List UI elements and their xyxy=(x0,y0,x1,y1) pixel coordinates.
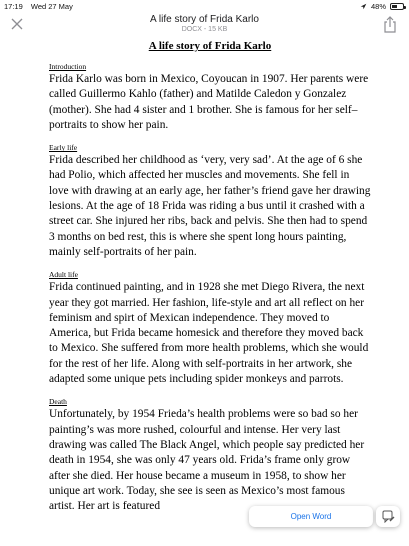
status-time: 17:19 xyxy=(4,2,23,11)
document-header xyxy=(0,12,409,38)
open-word-button[interactable]: Open Word xyxy=(249,506,373,527)
battery-fill xyxy=(392,5,397,8)
location-icon xyxy=(360,3,367,10)
status-bar xyxy=(0,0,409,12)
header-title: A life story of Frida Karlo xyxy=(150,14,259,25)
section-label-early-life: Early life xyxy=(49,143,78,153)
share-button[interactable] xyxy=(383,14,401,34)
status-left xyxy=(4,2,79,11)
share-icon xyxy=(383,16,397,33)
section-text-introduction: Frida Karlo was born in Mexico, Coyoucan in 1907. Her parents were called Guillermo Kahlo (father) and Matilde Caledon y Gonzalez (mother). She had 4 sister and 1 brother. She is famous for her self–portraits to show her pain. xyxy=(49,73,369,131)
feedback-button[interactable] xyxy=(376,506,400,527)
battery-icon xyxy=(390,3,404,10)
header-subtitle: DOCX - 15 KB xyxy=(181,26,228,33)
section-label-death: Death xyxy=(49,397,67,407)
section-label-introduction: Introduction xyxy=(49,62,87,71)
battery-percent: 48% xyxy=(370,2,386,11)
status-date: Wed 27 May xyxy=(30,2,73,11)
section-text-death: Unfortunately, by 1954 Frieda’s health problems were so bad so her painting’s was more rushed, colourful and intense. Her very last drawing was called The Black Angel, which people say predicted her death in 1954, she was only 47 years old. Frida’s frame only grow after she died. Her house became a museum in 1958, to show her unique art work. Today, she see is seen as Mexico’s most famous artist. Her art is featured xyxy=(49,408,365,513)
section-label-adult-life: Adult life xyxy=(49,270,78,280)
document-body xyxy=(49,38,371,524)
document-heading: A life story of Frida Karlo xyxy=(148,40,272,52)
section-text-early-life: Frida described her childhood as ‘very, very sad’. At the age of 6 she had Polio, which affected her muscles and movements. She fell in love with drawing at an early age, her father’s friend gave her drawing lesions. At the age of 18 Frida was riding a bus until it crashed with a street car. She injured her ribs, back and pelvis. She then had to spend 3 months on bed rest, this is where she spent long hours painting, mainly self-portraits of her pain. xyxy=(49,154,371,258)
status-right xyxy=(360,2,404,11)
section-text-adult-life: Frida continued painting, and in 1928 she met Diego Rivera, the next year they got married. Her fashion, life-style and art all reflect on her feminism and spirt of Mexican independence. They moved to America, but Frida became homesick and therefore they moved back to Mexico. She suffered from more health problems, which she would for the rest of her life. Along with self-portraits in her artwork, she adapted some unique pets including spider monkeys and parrots. xyxy=(49,281,369,386)
feedback-icon xyxy=(382,510,395,523)
